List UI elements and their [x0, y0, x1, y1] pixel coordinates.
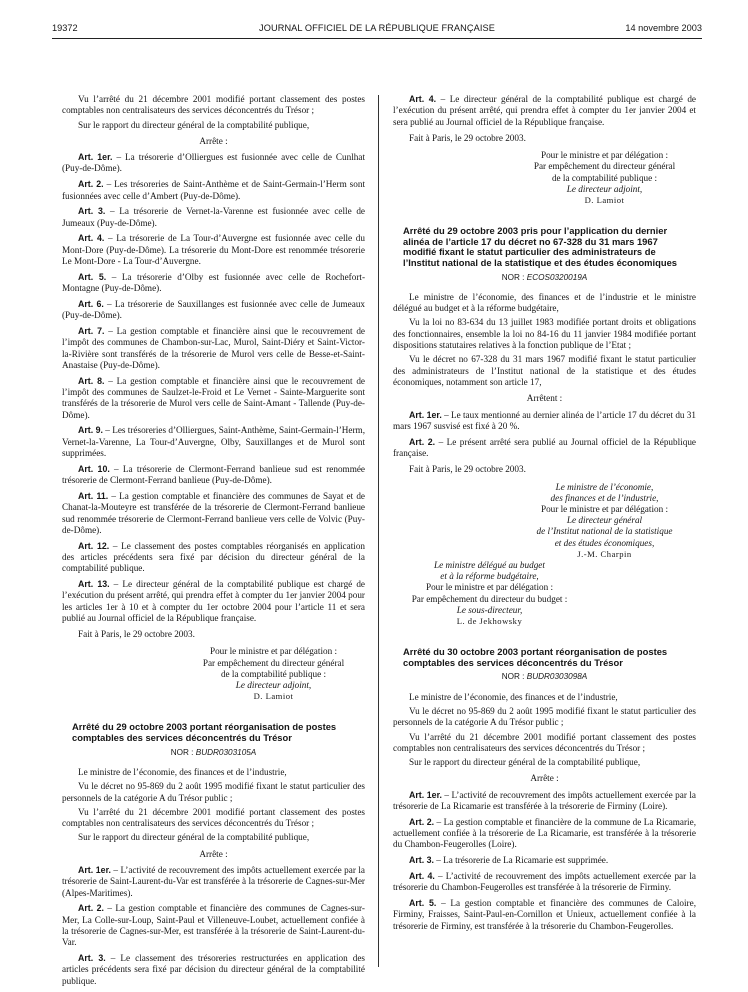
nor-code: BUDR0303098A	[526, 672, 588, 682]
article-text: – La gestion comptable et financière de la commune de La Ricamarie, actuellement confiée à la trésorerie de La Ricamarie, est transférée à la trésorerie du Chambon-Feugerolles (Loire).	[393, 816, 696, 850]
intro-paragraph: Le ministre de l’économie, des finances et de l’industrie et le ministre délégué au budget et à la réforme budgétaire,	[393, 291, 696, 314]
article	[62, 206, 365, 229]
right-column	[393, 94, 696, 937]
article-text: – Les trésoreries de Saint-Anthème et de Saint-Germain-l’Herm sont fusionnées avec celle d’Ambert (Puy-de-Dôme).	[62, 179, 365, 201]
article-number: Art. 1er.	[409, 789, 442, 800]
article	[62, 233, 365, 267]
article	[62, 152, 365, 175]
intro-paragraph: Vu le décret no 95-869 du 2 août 1995 modifié fixant le statut particulier des personnels de la catégorie A du Trésor public ;	[62, 781, 365, 803]
article-text: – Le taux mentionné au dernier alinéa de l’article 17 du décret du 31 mars 1967 susvisé est fixé à 20 %.	[393, 409, 696, 431]
signature-block	[393, 560, 586, 627]
article	[62, 179, 365, 202]
journal-title: JOURNAL OFFICIEL DE LA RÉPUBLIQUE FRANÇAISE	[259, 23, 495, 33]
nor-code: ECOS0320019A	[526, 272, 588, 282]
arrete-heading: Arrête :	[199, 848, 228, 859]
article-number: Art. 1er.	[78, 865, 111, 876]
intro-paragraph: Sur le rapport du directeur général de la comptabilité publique,	[78, 119, 310, 130]
article-text: – Le classement des postes comptables réorganisés en application des articles précédents sera fixé par décision du directeur général de la comptabilité publique.	[62, 540, 366, 574]
signature-line: Par empêchement du directeur du budget :	[411, 593, 568, 604]
article-text: – Le directeur général de la comptabilité publique est chargé de l’exécution du présent arrêté, qui prendra effet à compter du 1er janvier 2004 pour les articles 1er à 10 et à compter du 1er octobre 2004 pour l’article 11 et sera publié au Journal officiel de la République française.	[62, 578, 365, 623]
article	[62, 326, 365, 371]
article-number: Art. 8.	[78, 375, 105, 386]
signing-place-date: Fait à Paris, le 29 octobre 2003.	[409, 464, 526, 475]
signing-place-date: Fait à Paris, le 29 octobre 2003.	[78, 629, 195, 640]
arrete-heading: Arrête :	[530, 773, 559, 784]
intro-paragraph: Vu l’arrêté du 21 décembre 2001 modifié portant classement des postes comptables non centralisateurs des services déconcentrés du Trésor ;	[62, 94, 365, 116]
signature-title: Le directeur adjoint,	[566, 183, 643, 194]
signature-line: Pour le ministre et par délégation :	[540, 503, 669, 514]
article-number: Art. 4.	[78, 233, 105, 244]
article	[62, 299, 365, 322]
article	[393, 437, 696, 460]
intro-paragraph: Sur le rapport du directeur général de la comptabilité publique,	[78, 832, 310, 843]
signature-line: des finances et de l’industrie,	[550, 492, 659, 503]
article	[393, 817, 696, 851]
signature-title: de l’Institut national de la statistique	[536, 526, 673, 537]
intro-paragraph: Vu la loi no 83-634 du 13 juillet 1983 modifiée portant droits et obligations des fonctionnaires, ensemble la loi no 84-16 du 11 janvier 1984 modifiée portant dispositions statutaires relatives à la fonction publique de l’Etat ;	[393, 317, 696, 351]
nor-label: NOR :	[501, 272, 527, 282]
signature-line: Le ministre délégué au budget	[434, 559, 545, 570]
article-text: – La gestion comptable et financière des communes de Sayat et de Chanat-la-Mouteyre est transférée de la trésorerie de Clermont-Ferrand banlieue sud renommée trésorerie de Clermont-Ferrand banlieue vers celle de Volvic (Puy-de-Dôme).	[62, 490, 365, 535]
article	[393, 790, 696, 813]
page-header	[52, 20, 702, 36]
article-number: Art. 2.	[78, 179, 104, 190]
arrete-heading: Arrêtent :	[526, 393, 563, 404]
signature-line: et à la réforme budgétaire,	[440, 571, 539, 582]
article	[62, 376, 365, 421]
article-text: – La gestion comptable et financière ainsi que le recouvrement de l’impôt des communes de Chambon-sur-Lac, Murol, Saint-Diéry et Saint-Victor-la-Rivière sont transférés de la trésorerie de Murol vers celle de Besse-et-Saint-Anastaise (Puy-de-Dôme).	[62, 326, 365, 370]
article	[62, 272, 365, 295]
intro-paragraph: Le ministre de l’économie, des finances et de l’industrie,	[78, 766, 287, 777]
article	[62, 464, 365, 487]
article-number: Art. 6.	[78, 298, 104, 309]
article-number: Art. 9.	[78, 425, 103, 436]
page-number: 19372	[52, 23, 78, 33]
intro-paragraph: Sur le rapport du directeur général de la comptabilité publique,	[409, 757, 641, 768]
signature-line: Pour le ministre et par délégation :	[209, 646, 338, 657]
article	[62, 953, 365, 987]
signatory-name: L. de Jekhowsky	[456, 615, 523, 626]
article	[393, 871, 696, 894]
signatory-name: D. Lamiot	[584, 195, 625, 205]
intro-paragraph: Vu l’arrêté du 21 décembre 2001 modifié portant classement des postes comptables non centralisateurs des services déconcentrés du Trésor ;	[393, 731, 696, 753]
article-text: – La trésorerie de Clermont-Ferrand banlieue sud est renommée trésorerie de Clermont-Ferrand banlieue (Puy-de-Dôme).	[62, 463, 365, 486]
nor-label: NOR :	[501, 672, 527, 682]
left-column	[62, 94, 365, 992]
article-text: – Le directeur général de la comptabilité publique est chargé de l’exécution du présent arrêté, qui prendra effet à compter du 1er janvier 2004 et sera publié au Journal officiel de la République française.	[393, 94, 696, 127]
header-rule	[52, 38, 702, 39]
signature-title: Le directeur général	[566, 515, 643, 526]
article	[393, 94, 696, 128]
article-number: Art. 4.	[409, 94, 437, 104]
article-number: Art. 1er.	[78, 152, 113, 163]
article	[62, 903, 365, 948]
signature-title: Le directeur adjoint,	[235, 680, 312, 691]
signature-block	[513, 482, 696, 560]
signature-line: Pour le ministre et par délégation :	[425, 582, 554, 593]
article	[62, 425, 365, 459]
article-number: Art. 5.	[78, 271, 107, 282]
article-number: Art. 13.	[78, 578, 110, 589]
signature-block	[513, 150, 696, 206]
decree-title: Arrêté du 30 octobre 2003 portant réorganisation de postes comptables des services déconcentrés du Trésor	[403, 646, 668, 668]
article-number: Art. 4.	[409, 871, 435, 882]
article	[62, 541, 365, 575]
signature-line: Par empêchement du directeur général	[202, 657, 345, 668]
article-text: – La gestion comptable et financière ainsi que le recouvrement de l’impôt des communes de Saulzet-le-Froid et Le Vernet - Sainte-Marguerite sont transférés de la trésorerie de Murol vers celle de Saint-Amant - Tallende (Puy-de-Dôme).	[62, 375, 365, 420]
article-number: Art. 3.	[78, 953, 106, 964]
intro-paragraph: Vu le décret no 67-328 du 31 mars 1967 modifié fixant le statut particulier des administrateurs de l’Institut national de la statistique et des études économiques, notamment son article 17,	[393, 354, 696, 387]
article	[62, 491, 365, 536]
nor-reference	[62, 747, 365, 758]
article	[393, 898, 696, 932]
decree-title: Arrêté du 29 octobre 2003 portant réorganisation de postes comptables des services déconcentrés du Trésor	[72, 721, 337, 744]
article-text: – L’activité de recouvrement des impôts actuellement exercée par la trésorerie de Saint-Laurent-du-Var est transférée à la trésorerie de Cagnes-sur-Mer (Alpes-Maritimes).	[62, 865, 366, 898]
article-number: Art. 5.	[409, 898, 437, 909]
article-number: Art. 1er.	[409, 409, 442, 420]
article-text: – Le présent arrêté sera publié au Journal officiel de la République française.	[393, 436, 696, 458]
signature-line: Le ministre de l’économie,	[555, 481, 654, 492]
article-text: – La trésorerie de La Ricamarie est supprimée.	[433, 855, 609, 866]
article-text: – L’activité de recouvrement des impôts actuellement exercée par la trésorerie de La Ricamarie est transférée à la trésorerie de Firminy (Loire).	[393, 789, 697, 812]
signatory-name: J.-M. Charpin	[577, 548, 632, 559]
article-text: – La trésorerie de Sauxillanges est fusionnée avec celle de Jumeaux (Puy-de-Dôme).	[62, 298, 366, 321]
article-number: Art. 2.	[409, 436, 436, 447]
article-text: – L’activité de recouvrement des impôts actuellement exercée par la trésorerie du Chambon-Feugerolles est transférée à la trésorerie de Firminy.	[393, 871, 696, 893]
signature-block	[182, 646, 365, 702]
article	[62, 579, 365, 624]
article-number: Art. 2.	[409, 816, 435, 827]
article	[62, 865, 365, 899]
signature-line: Par empêchement du directeur général	[533, 161, 676, 172]
article	[393, 855, 696, 866]
intro-paragraph: Le ministre de l’économie, des finances et de l’industrie,	[409, 691, 618, 702]
article-text: – La trésorerie d’Olby est fusionnée avec celle de Rochefort-Montagne (Puy-de-Dôme).	[62, 271, 365, 294]
intro-paragraph: Vu l’arrêté du 21 décembre 2001 modifié portant classement des postes comptables non centralisateurs des services déconcentrés du Trésor ;	[62, 806, 365, 829]
intro-paragraph: Vu le décret no 95-869 du 2 août 1995 modifié fixant le statut particulier des personnels de la catégorie A du Trésor public ;	[393, 705, 696, 728]
signature-line: de la comptabilité publique :	[220, 668, 327, 679]
signature-title: Le sous-directeur,	[456, 604, 523, 615]
article-number: Art. 7.	[78, 326, 105, 337]
article-number: Art. 10.	[78, 463, 110, 474]
article	[393, 410, 696, 433]
article-number: Art. 3.	[409, 855, 434, 866]
article-text: – La trésorerie de La Tour-d’Auvergne est fusionnée avec celle du Mont-Dore (Puy-de-Dôme). La trésorerie du Mont-Dore est renommée trésorerie Le Mont-Dore - La Tour-d’Auvergne.	[62, 233, 365, 267]
article-text: – La gestion comptable et financière des communes de Cagnes-sur-Mer, La Colle-sur-Loup, Saint-Paul et Villeneuve-Loubet, actuellement confiée à la trésorerie de Cagnes-sur-Mer, est transférée à la trésorerie de Saint-Laurent-du-Var.	[62, 903, 365, 948]
signing-place-date: Fait à Paris, le 29 octobre 2003.	[409, 132, 526, 143]
issue-date: 14 novembre 2003	[625, 23, 702, 33]
article-number: Art. 12.	[78, 540, 110, 551]
nor-code: BUDR0303105A	[195, 747, 257, 757]
signature-line: Pour le ministre et par délégation :	[540, 150, 669, 161]
article-text: – Les trésoreries d’Olliergues, Saint-Anthème, Saint-Germain-l’Herm, Vernet-la-Varenne, La Tour-d’Auvergne, Olby, Sauxillanges et de Murol sont supprimées.	[62, 425, 365, 459]
nor-reference	[393, 671, 696, 682]
nor-reference	[393, 272, 696, 283]
article-text: – La trésorerie d’Olliergues est fusionnée avec celle de Cunlhat (Puy-de-Dôme).	[62, 152, 365, 174]
article-text: – La gestion comptable et financière des communes de Caloire, Firminy, Fraisses, Saint-Paul-en-Cornillon et Unieux, actuellement confiée à la trésorerie de Firminy, est transférée à la trésorerie du Chambon-Feugerolles.	[393, 898, 696, 931]
signatory-name: D. Lamiot	[253, 691, 294, 702]
nor-label: NOR :	[170, 747, 196, 757]
article-text: – La trésorerie de Vernet-la-Varenne est fusionnée avec celle de Jumeaux (Puy-de-Dôme).	[62, 206, 365, 228]
article-number: Art. 11.	[78, 490, 109, 501]
decree-title: Arrêté du 29 octobre 2003 pris pour l’application du dernier alinéa de l’article 17 du décret no 67-328 du 31 mars 1967 modifié fixant le statut particulier des administrateurs de l’Institut national de la statistique et des études économiques	[403, 225, 678, 268]
article-number: Art. 2.	[78, 903, 104, 914]
arrete-heading: Arrête :	[199, 135, 228, 146]
article-number: Art. 3.	[78, 206, 106, 217]
column-divider	[378, 95, 379, 967]
signature-title: et des études économiques,	[554, 537, 655, 548]
article-text: – Le classement des trésoreries restructurées en application des articles précédents sera fixé par décision du directeur général de la comptabilité publique.	[62, 953, 365, 986]
signature-line: de la comptabilité publique :	[551, 172, 658, 183]
